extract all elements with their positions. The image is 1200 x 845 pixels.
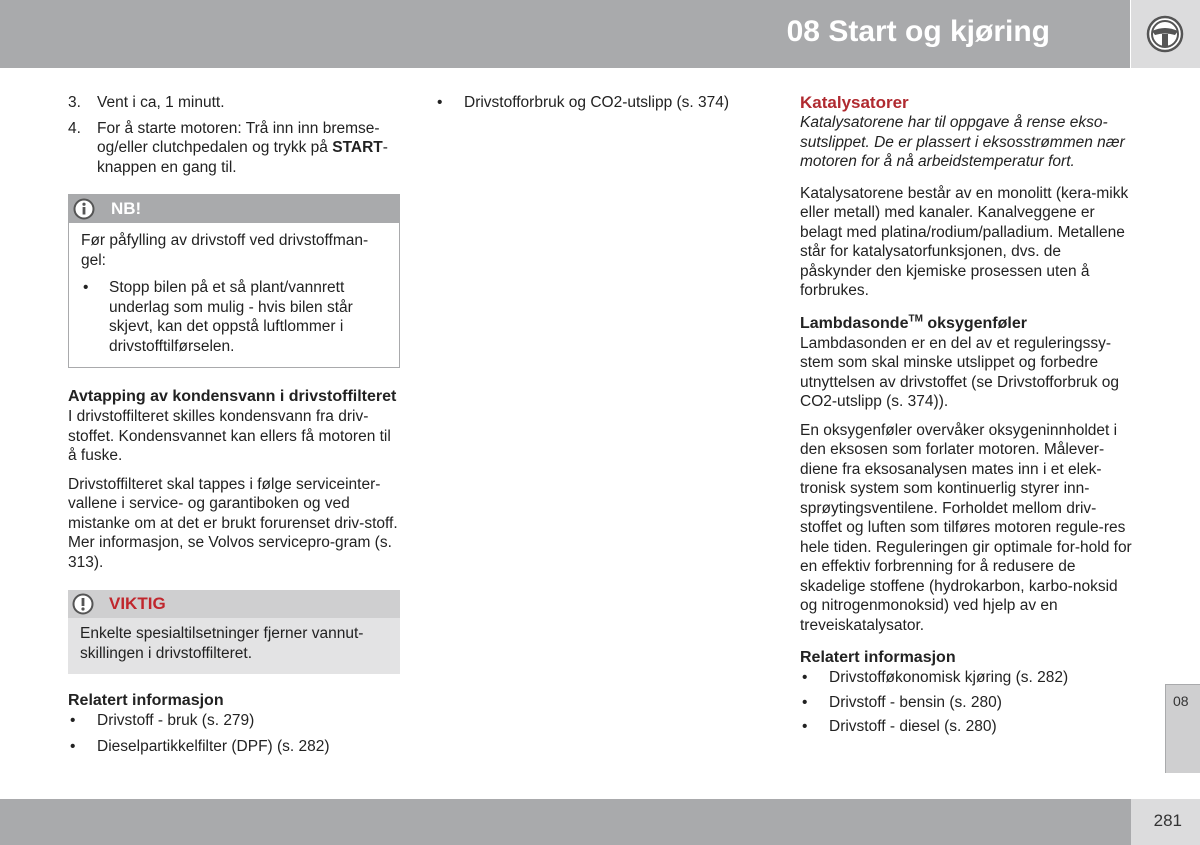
list-item: • Stopp bilen på et så plant/vannrett underlag som mulig - hvis bilen står skjevt, kan det oppstå luftlommer i drivstofftilførselen. — [83, 279, 353, 355]
warning-icon — [72, 593, 94, 615]
page-number-box — [1131, 799, 1200, 845]
list-item — [68, 119, 400, 178]
column-left — [68, 93, 400, 756]
info-icon — [73, 198, 95, 220]
related-link[interactable]: • Drivstoff - bensin (s. 280) — [802, 693, 1002, 711]
intro-text: Katalysatorene har til oppgave å rense ekso-sutslippet. De er plassert i eksosstrømmen nær motoren for å nå arbeidstemperatur fort. — [800, 114, 1125, 170]
warning-text: Enkelte spesialtilsetninger fjerner vannut-skillingen i drivstoffilteret. — [80, 625, 364, 662]
footer-bar — [0, 799, 1200, 845]
paragraph: I drivstoffilteret skilles kondensvann fra driv-stoffet. Kondensvannet kan ellers få motoren til å fuske. — [68, 408, 391, 464]
note-label: NB! — [111, 199, 142, 218]
related-link[interactable]: • Drivstofføkonomisk kjøring (s. 282) — [802, 669, 1069, 686]
step-text: For å starte motoren: Trå inn inn bremse-og/eller clutchpedalen og trykk på — [97, 119, 380, 156]
paragraph: En oksygenføler overvåker oksygeninnholdet i den eksosen som forlater motoren. Målever-diene fra eksosanalysen mates inn i et elek-tronisk system som kontinuerlig styrer inn-sprøytingsventilene. Forholdet mellom driv-stoffet og luften som tilføres motoren regule-res hele tiden. Reguleringen gir optimale for-hold for en effektiv forbrenning for å redusere de skadelige stoffene (hydrokarbon, karbo-noksid og nitrogenmonoksid) ved hjelp av en treveiskatalysator. — [800, 421, 1132, 634]
paragraph: Katalysatorene består av en monolitt (kera-mikk eller metall) med kanaler. Kanalveggene er belagt med platina/rodium/palladium. Metallene står for katalysatorfunksjonen, dvs. de påskynder den kjemiske prosessen uten å forbrukes. — [800, 184, 1129, 299]
section-heading: Avtapping av kondensvann i drivstoffilteret — [68, 388, 397, 405]
related-heading: Relatert informasjon — [800, 649, 956, 666]
paragraph: Lambdasonden er en del av et reguleringssy-stem som skal minske utslippet og forbedre utnyttelsen av drivstoffet (se Drivstofforbruk og CO2-utslipp (s. 374)). — [800, 334, 1120, 410]
related-link[interactable]: • Drivstoff - bruk (s. 279) — [70, 712, 255, 729]
warning-box — [68, 590, 400, 674]
note-intro: Før påfylling av drivstoff ved drivstoffman-gel: — [81, 232, 369, 269]
chapter-tab-label: 08 — [1173, 693, 1189, 709]
list-item — [68, 93, 400, 113]
related-link[interactable]: • Drivstofforbruk og CO2-utslipp (s. 374) — [437, 94, 730, 111]
related-heading: Relatert informasjon — [68, 692, 224, 709]
start-button-label: START — [332, 139, 383, 156]
warning-label: VIKTIG — [109, 594, 166, 613]
chapter-title: 08 Start og kjøring — [786, 15, 1050, 48]
note-box — [68, 194, 400, 368]
paragraph: Drivstoffilteret skal tappes i følge serviceinter-vallene i service- og garantiboken og ved mistanke om at det er brukt forurenset driv-stoff. Mer informasjon, se Volvos servicepro-gram (s. 313). — [68, 475, 398, 571]
section-heading: Lambdasonde™ oksygenføler — [800, 313, 1027, 332]
chapter-icon-box — [1131, 0, 1200, 68]
step-number: 4. — [68, 119, 81, 137]
related-link[interactable]: • Drivstoff - diesel (s. 280) — [802, 718, 997, 735]
warning-header — [68, 590, 400, 618]
page-number: 281 — [1153, 811, 1182, 830]
note-header — [69, 195, 399, 223]
step-number: 3. — [68, 94, 81, 111]
related-link[interactable]: • Dieselpartikkelfilter (DPF) (s. 282) — [70, 737, 330, 755]
note-bullet-text: Stopp bilen på et så plant/vannrett underlag som mulig - hvis bilen står skjevt, kan det oppstå luftlommer i drivstofftilførselen. — [109, 279, 353, 355]
step-text-end: -knappen en gang til. — [97, 139, 388, 176]
steering-wheel-icon — [1145, 14, 1185, 54]
column-middle — [435, 93, 765, 113]
chapter-side-tab — [1165, 684, 1200, 773]
header-bar — [0, 0, 1130, 68]
step-text: Vent i ca, 1 minutt. — [97, 94, 225, 111]
section-title: Katalysatorer — [800, 93, 909, 112]
column-right — [800, 93, 1135, 737]
